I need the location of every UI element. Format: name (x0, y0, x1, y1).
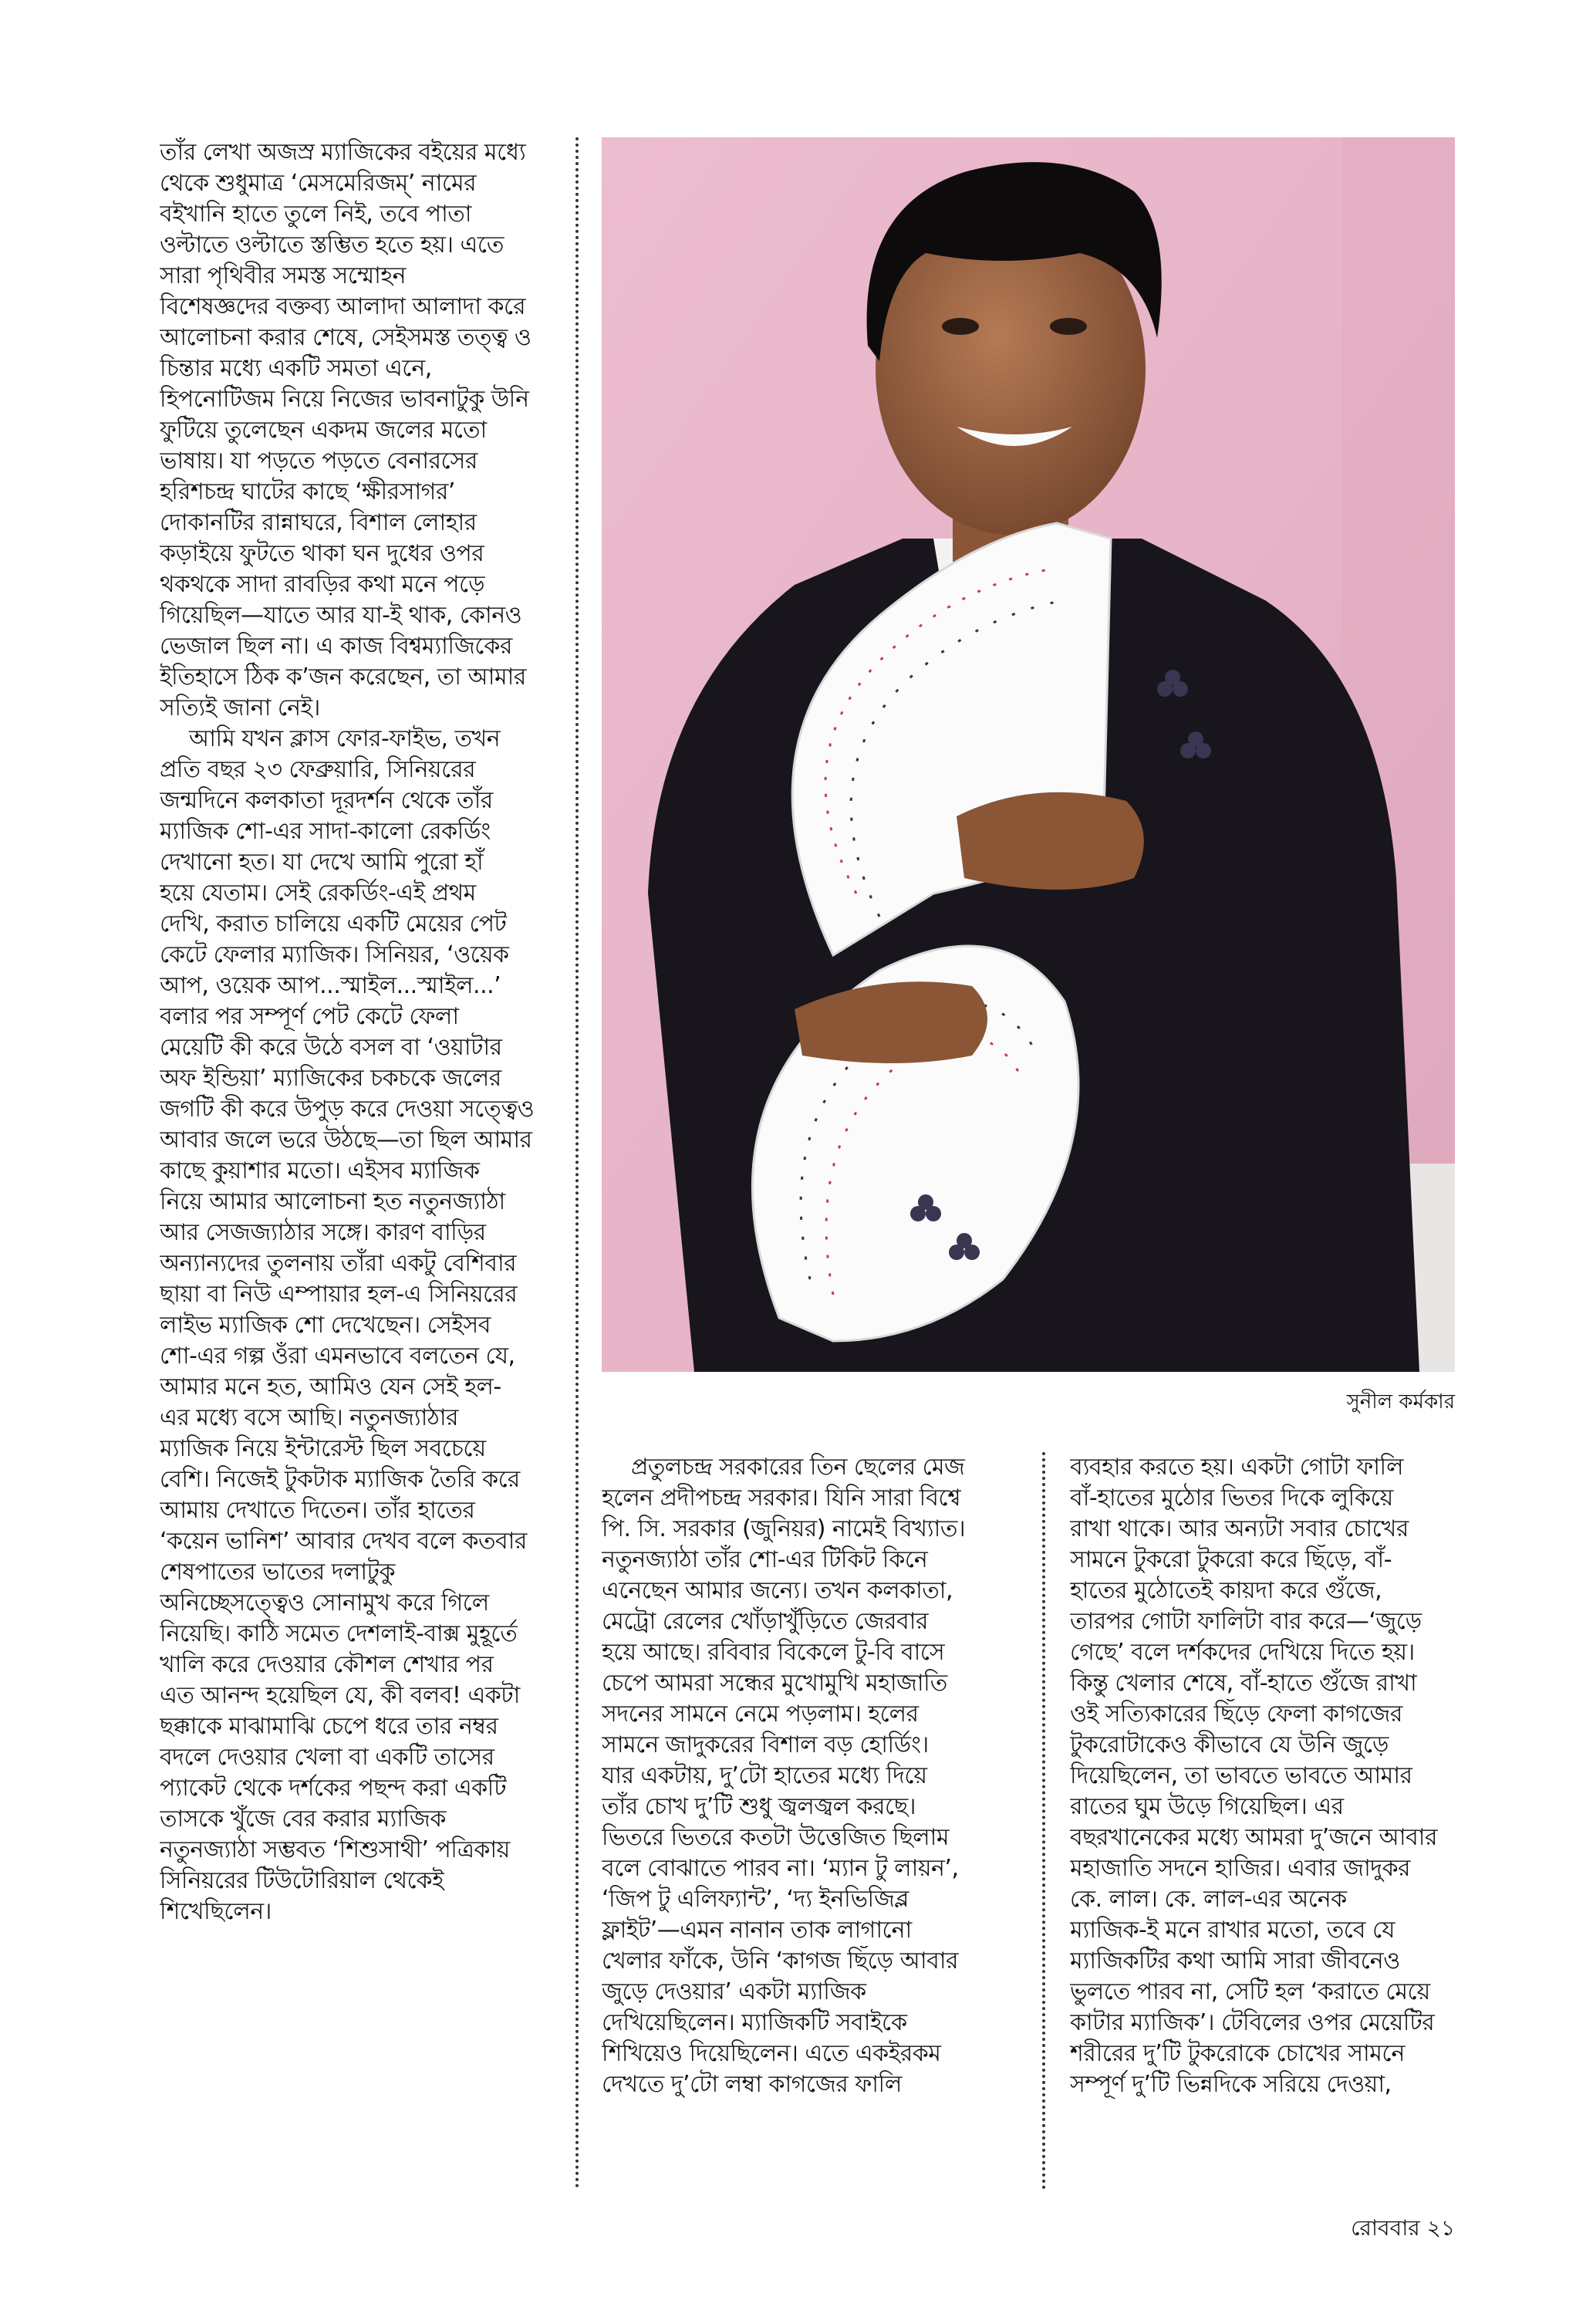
text-line: হয়ে যেতাম। সেই রেকর্ডিং-এই প্রথম (160, 880, 476, 907)
text-line: হরিশচন্দ্র ঘাটের কাছে ‘ক্ষীরসাগর’ (160, 478, 455, 505)
text-line: ছায়া বা নিউ এম্পায়ার হল-এ সিনিয়রের (160, 1281, 518, 1308)
text-line: বলার পর সম্পূর্ণ পেট কেটে ফেলা (160, 1003, 459, 1030)
text-line: সত্যিই জানা নেই। (160, 694, 320, 721)
text-line: কিন্তু খেলার শেষে, বাঁ-হাতে গুঁজে রাখা (1070, 1670, 1417, 1697)
magician-photo (602, 137, 1455, 1372)
text-line: ব্যবহার করতে হয়। একটা গোটা ফালি (1070, 1454, 1403, 1481)
text-line: বাঁ-হাতের মুঠোর ভিতর দিকে লুকিয়ে (1070, 1485, 1393, 1512)
text-line: চেপে আমরা সন্ধের মুখোমুখি মহাজাতি (602, 1670, 947, 1697)
text-line: যার একটায়, দু’টো হাতের মধ্যে দিয়ে (602, 1762, 927, 1789)
text-line: পি. সি. সরকার (জুনিয়র) নামেই বিখ্যাত। (602, 1515, 966, 1542)
text-line: সারা পৃথিবীর সমস্ত সম্মোহন (160, 262, 407, 289)
text-line: কে. লাল। কে. লাল-এর অনেক (1070, 1886, 1347, 1913)
text-line: খালি করে দেওয়ার কৌশল শেখার পর (160, 1651, 494, 1678)
article-column-middle (602, 1452, 1003, 2100)
text-line: নতুনজ্যাঠা তাঁর শো-এর টিকিট কিনে (602, 1546, 928, 1573)
text-line: দেখতে দু’টো লম্বা কাগজের ফালি (602, 2071, 902, 2098)
text-line: দিয়েছিলেন, তা ভাবতে ভাবতে আমার (1070, 1762, 1412, 1789)
text-line: শরীরের দু’টি টুকরোকে চোখের সামনে (1070, 2040, 1405, 2067)
text-line: প্রতুলচন্দ্র সরকারের তিন ছেলের মেজ (631, 1454, 965, 1481)
text-line: হলেন প্রদীপচন্দ্র সরকার। যিনি সারা বিশ্বে (602, 1485, 961, 1512)
text-line: মহাজাতি সদনে হাজির। এবার জাদুকর (1070, 1855, 1411, 1882)
text-line: বেশি। নিজেই টুকটাক ম্যাজিক তৈরি করে (160, 1466, 520, 1493)
text-line: প্রতি বছর ২৩ ফেব্রুয়ারি, সিনিয়রের (160, 756, 476, 783)
text-line: দেখিয়েছিলেন। ম্যাজিকটি সবাইকে (602, 2009, 907, 2036)
text-line: লাইভ ম্যাজিক শো দেখেছেন। সেইসব (160, 1312, 491, 1339)
text-line: ফুটিয়ে তুলেছেন একদম জলের মতো (160, 417, 487, 444)
text-line: গিয়েছিল—যাতে আর যা-ই থাক, কোনও (160, 602, 522, 629)
text-line: শেষপাতের ভাতের দলাটুকু (160, 1559, 395, 1586)
text-line: মেট্রো রেলের খোঁড়াখুঁড়িতে জেরবার (602, 1608, 928, 1635)
text-line: শো-এর গল্প ওঁরা এমনভাবে বলতেন যে, (160, 1343, 515, 1370)
text-line: শিখেছিলেন। (160, 1898, 272, 1925)
text-line: ইতিহাসে ঠিক ক’জন করেছেন, তা আমার (160, 664, 526, 691)
text-line: অফ ইন্ডিয়া’ ম্যাজিকের চকচকে জলের (160, 1065, 501, 1092)
text-line: আমায় দেখাতে দিতেন। তাঁর হাতের (160, 1497, 475, 1524)
text-line: হিপনোটিজম নিয়ে নিজের ভাবনাটুকু উনি (160, 386, 529, 413)
text-line: প্যাকেট থেকে দর্শকের পছন্দ করা একটি (160, 1775, 507, 1802)
text-line: হয়ে আছে। রবিবার বিকেলে টু-বি বাসে (602, 1639, 945, 1666)
text-line: শিখিয়েও দিয়েছিলেন। এতে একইরকম (602, 2040, 941, 2067)
text-line: জন্মদিনে কলকাতা দূরদর্শন থেকে তাঁর (160, 787, 493, 814)
text-line: ভাষায়। যা পড়তে পড়তে বেনারসের (160, 448, 478, 475)
text-line: নিয়ে আমার আলোচনা হত নতুনজ্যাঠা (160, 1188, 505, 1215)
column-text (160, 137, 553, 1927)
photo-illustration (602, 137, 1455, 1372)
text-line: কেটে ফেলার ম্যাজিক। সিনিয়র, ‘ওয়েক (160, 941, 509, 968)
text-line: ম্যাজিক শো-এর সাদা-কালো রেকর্ডিং (160, 818, 491, 845)
article-column-left (160, 137, 553, 1927)
text-line: অনিচ্ছেসত্ত্বেও সোনামুখ করে গিলে (160, 1589, 489, 1616)
text-line: দোকানটির রান্নাঘরে, বিশাল লোহার (160, 509, 477, 536)
text-line: দেখানো হত। যা দেখে আমি পুরো হাঁ (160, 849, 484, 876)
text-line: মেয়েটি কী করে উঠে বসল বা ‘ওয়াটার (160, 1034, 502, 1061)
text-line: আর সেজজ্যাঠার সঙ্গে। কারণ বাড়ির (160, 1219, 486, 1246)
text-line: তাঁর লেখা অজস্র ম্যাজিকের বইয়ের মধ্যে (160, 139, 526, 166)
text-line: টুকরোটাকেও কীভাবে যে উনি জুড়ে (1070, 1731, 1389, 1758)
text-line: হাতের মুঠোতেই কায়দা করে গুঁজে, (1070, 1577, 1382, 1604)
column-divider (575, 137, 579, 2190)
text-line: তাসকে খুঁজে বের করার ম্যাজিক (160, 1805, 446, 1833)
text-line: সিনিয়রের টিউটোরিয়াল থেকেই (160, 1867, 444, 1894)
page-footer: রোববার ২১ (1351, 2215, 1455, 2241)
text-line: গেছে’ বলে দর্শকদের দেখিয়ে দিতে হয়। (1070, 1639, 1415, 1666)
photo-credit: সুনীল কর্মকার (1346, 1390, 1455, 1414)
text-line: বছরখানেকের মধ্যে আমরা দু’জনে আবার (1070, 1824, 1437, 1851)
column-text (1070, 1452, 1462, 2100)
left-eye (942, 318, 979, 335)
text-line: কাছে কুয়াশার মতো। এইসব ম্যাজিক (160, 1157, 480, 1184)
right-eye (1050, 318, 1087, 335)
text-line: আলোচনা করার শেষে, সেইসমস্ত তত্ত্ব ও (160, 324, 532, 351)
text-line: ছক্কাকে মাঝামাঝি চেপে ধরে তার নম্বর (160, 1713, 498, 1740)
text-line: কাটার ম্যাজিক’। টেবিলের ওপর মেয়েটির (1070, 2009, 1435, 2036)
text-line: এত আনন্দ হয়েছিল যে, কী বলব! একটা (160, 1682, 520, 1709)
text-line: রাখা থাকে। আর অন্যটা সবার চোখের (1070, 1515, 1409, 1542)
text-line: নিয়েছি। কাঠি সমেত দেশলাই-বাক্স মুহূর্তে (160, 1620, 518, 1647)
text-line: ভুলতে পারব না, সেটি হল ‘করাতে মেয়ে (1070, 1978, 1430, 2005)
text-line: ফ্লাইট’—এমন নানান তাক লাগানো (602, 1917, 912, 1944)
text-line: আবার জলে ভরে উঠছে—তা ছিল আমার (160, 1127, 532, 1154)
text-line: আমার মনে হত, আমিও যেন সেই হল- (160, 1373, 501, 1400)
text-line: ওল্টাতে ওল্টাতে স্তম্ভিত হতে হয়। এতে (160, 231, 504, 258)
text-line: বইখানি হাতে তুলে নিই, তবে পাতা (160, 201, 471, 228)
text-line: ‘কয়েন ভানিশ’ আবার দেখব বলে কতবার (160, 1528, 527, 1555)
text-line: দেখি, করাত চালিয়ে একটি মেয়ের পেট (160, 910, 507, 937)
text-line: চিন্তার মধ্যে একটি সমতা এনে, (160, 355, 432, 382)
article-column-right (1070, 1452, 1462, 2100)
text-line: আপ, ওয়েক আপ...স্মাইল...স্মাইল...’ (160, 972, 501, 999)
text-line: খেলার ফাঁকে, উনি ‘কাগজ ছিঁড়ে আবার (602, 1947, 959, 1974)
text-line: ভিতরে ভিতরে কতটা উত্তেজিত ছিলাম (602, 1824, 949, 1851)
text-line: জুড়ে দেওয়ার’ একটা ম্যাজিক (602, 1978, 866, 2005)
text-line: অন্যান্যদের তুলনায় তাঁরা একটু বেশিবার (160, 1250, 517, 1277)
text-line: তাঁর চোখ দু’টি শুধু জ্বলজ্বল করছে। (602, 1793, 916, 1820)
text-line: ম্যাজিকটির কথা আমি সারা জীবনেও (1070, 1947, 1400, 1974)
text-line: ভেজাল ছিল না। এ কাজ বিশ্বম্যাজিকের (160, 633, 512, 660)
text-line: নতুনজ্যাঠা সম্ভবত ‘শিশুসাথী’ পত্রিকায় (160, 1836, 510, 1863)
text-line: ওই সত্যিকারের ছিঁড়ে ফেলা কাগজের (1070, 1701, 1402, 1728)
column-text (602, 1452, 1003, 2100)
text-line: সামনে জাদুকরের বিশাল বড় হোর্ডিং। (602, 1731, 929, 1758)
text-line: ম্যাজিক নিয়ে ইন্টারেস্ট ছিল সবচেয়ে (160, 1435, 486, 1462)
text-line: তারপর গোটা ফালিটা বার করে—‘জুড়ে (1070, 1608, 1422, 1635)
text-line: সামনে টুকরো টুকরো করে ছিঁড়ে, বাঁ- (1070, 1546, 1392, 1573)
text-line: বিশেষজ্ঞদের বক্তব্য আলাদা আলাদা করে (160, 293, 526, 320)
text-line: জগটি কী করে উপুড় করে দেওয়া সত্ত্বেও (160, 1096, 535, 1123)
text-line: বদলে দেওয়ার খেলা বা একটি তাসের (160, 1744, 494, 1771)
left-hand (957, 792, 1144, 890)
text-line: সদনের সামনে নেমে পড়লাম। হলের (602, 1701, 919, 1728)
text-line: থেকে শুধুমাত্র ‘মেসমেরিজম্’ নামের (160, 170, 477, 197)
text-line: আমি যখন ক্লাস ফোর-ফাইভ, তখন (189, 725, 501, 752)
text-line: থকথকে সাদা রাবড়ির কথা মনে পড়ে (160, 571, 485, 598)
text-line: ম্যাজিক-ই মনে রাখার মতো, তবে যে (1070, 1917, 1395, 1944)
text-line: সম্পূর্ণ দু’টি ভিন্নদিকে সরিয়ে দেওয়া, (1070, 2071, 1392, 2098)
text-line: এর মধ্যে বসে আছি। নতুনজ্যাঠার (160, 1404, 459, 1431)
text-line: বলে বোঝাতে পারব না। ‘ম্যান টু লায়ন’, (602, 1855, 959, 1882)
text-line: এনেছেন আমার জন্যে। তখন কলকাতা, (602, 1577, 953, 1604)
text-line: কড়াইয়ে ফুটতে থাকা ঘন দুধের ওপর (160, 540, 484, 567)
text-line: রাতের ঘুম উড়ে গিয়েছিল। এর (1070, 1793, 1344, 1820)
column-divider (1042, 1452, 1045, 2190)
text-line: ‘জিপ টু এলিফ্যান্ট’, ‘দ্য ইনভিজিব্ল (602, 1886, 909, 1913)
